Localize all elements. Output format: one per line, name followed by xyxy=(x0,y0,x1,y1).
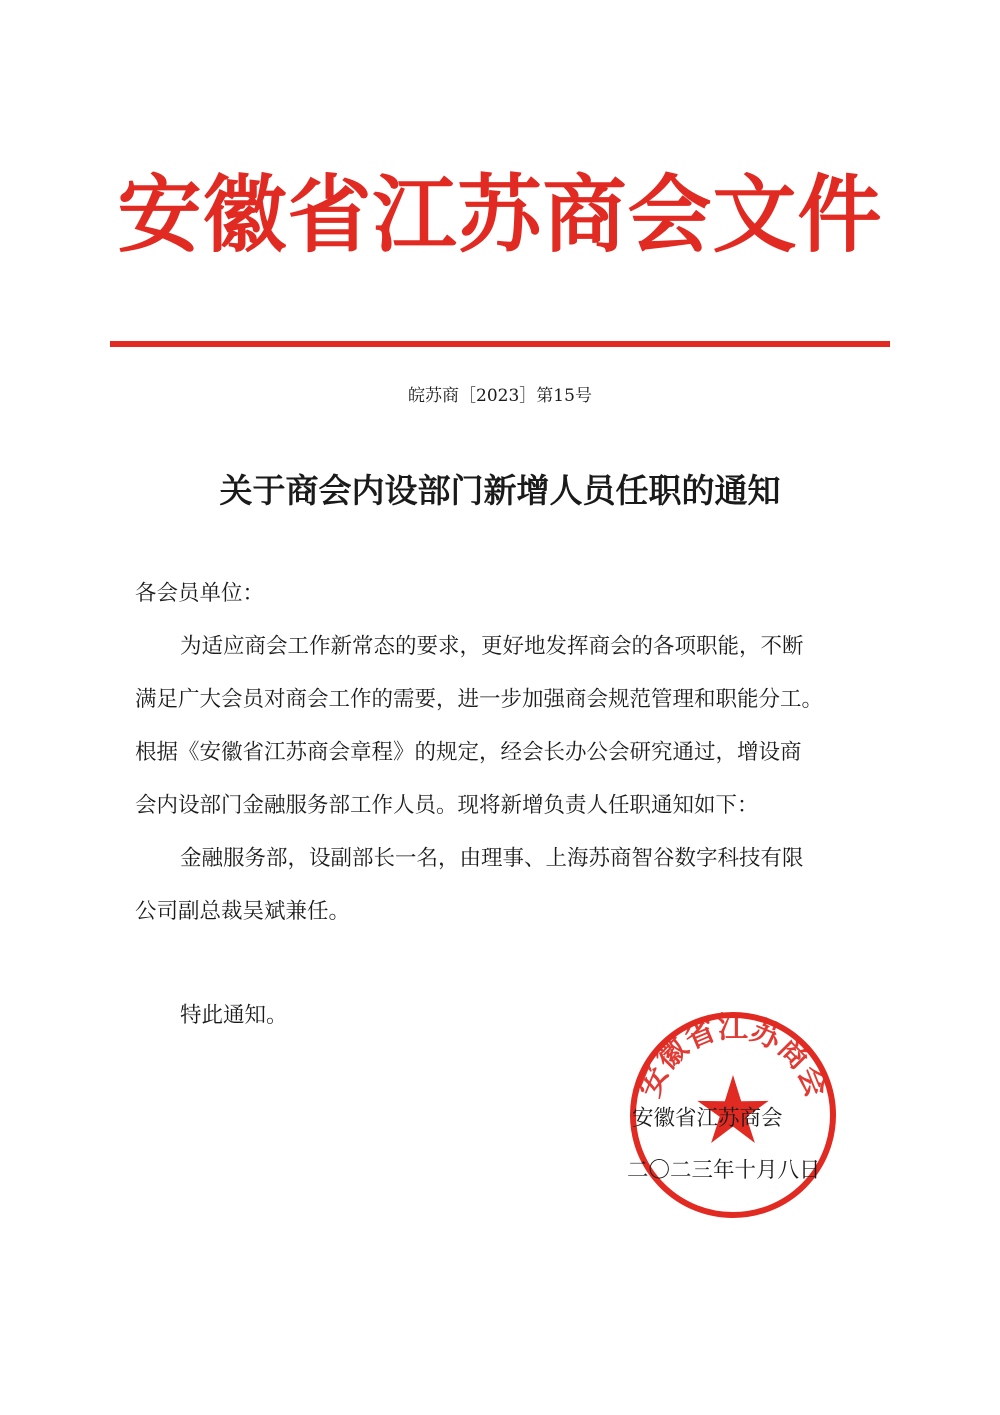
body-line: 为适应商会工作新常态的要求，更好地发挥商会的各项职能，不断 xyxy=(180,634,804,659)
body-line: 金融服务部，设副部长一名，由理事、上海苏商智谷数字科技有限 xyxy=(180,846,804,871)
document-number: 皖苏商［2023］第15号 xyxy=(408,386,592,406)
body-line: 会内设部门金融服务部工作人员。现将新增负责人任职通知如下： xyxy=(135,793,759,818)
signature-date: 二〇二三年十月八日 xyxy=(627,1158,821,1183)
body-line: 根据《安徽省江苏商会章程》的规定，经会长办公会研究通过，增设商 xyxy=(135,740,802,765)
body-line: 公司副总裁吴斌兼任。 xyxy=(135,899,351,924)
letterhead-divider xyxy=(110,341,890,347)
seal-arc-text: 安徽省江苏商会 xyxy=(631,1010,835,1103)
letterhead-title: 安徽省江苏商会文件 xyxy=(117,165,883,264)
body-line: 满足广大会员对商会工作的需要，进一步加强商会规范管理和职能分工。 xyxy=(135,687,824,712)
salutation: 各会员单位： xyxy=(135,581,265,606)
notice-title: 关于商会内设部门新增人员任职的通知 xyxy=(219,471,781,510)
signature-organization: 安徽省江苏商会 xyxy=(632,1106,783,1131)
closing-line: 特此通知。 xyxy=(180,1003,288,1028)
